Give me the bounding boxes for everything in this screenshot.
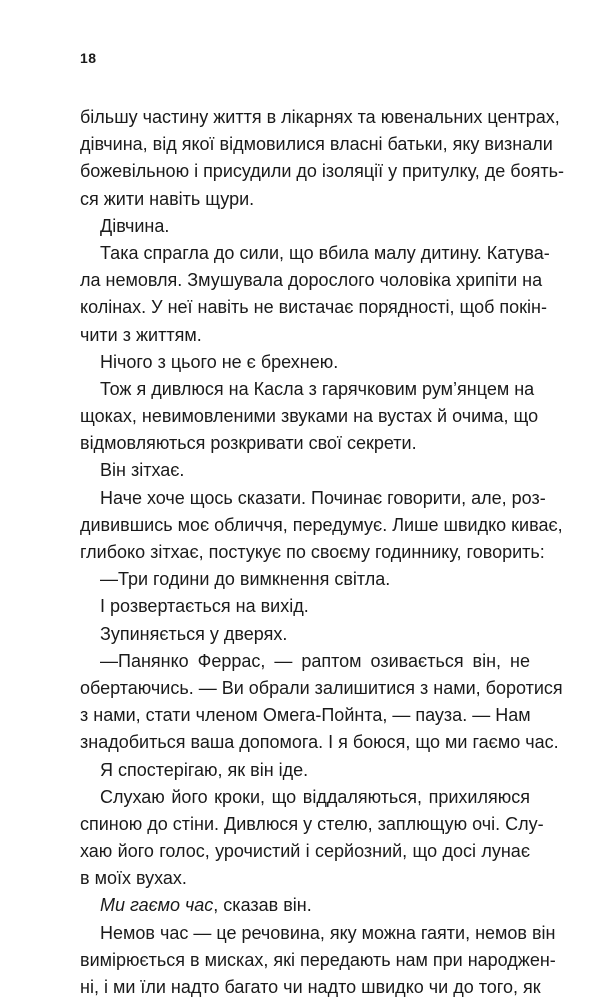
text-line — [80, 784, 530, 811]
text-line — [80, 757, 530, 784]
line-text: вимірюється в мисках, які передають нам при народжен- — [80, 949, 556, 970]
text-line — [80, 294, 547, 321]
text-line — [80, 539, 545, 566]
text-line — [80, 729, 559, 756]
line-text: в моїх вухах. — [80, 868, 187, 889]
text-line — [80, 920, 556, 947]
line-text: Така спрагла до сили, що вбила малу дитину. Катува- — [100, 242, 550, 263]
line-text: більшу частину життя в лікарнях та ювенальних центрах, — [80, 107, 560, 127]
text-line — [80, 349, 530, 376]
line-text: дівчина, від якої відмовилися власні батьки, яку визнали — [80, 134, 553, 155]
line-text: щоках, невимовленими звуками на вустах й очима, що — [80, 406, 539, 427]
line-text: Тож я дивлюся на Каслa з гарячковим рум’янцем на — [100, 378, 535, 399]
text-line — [80, 240, 550, 267]
line-text: відмовляються розкривати свої секрети. — [80, 433, 417, 454]
text-line — [80, 593, 530, 620]
text-line — [80, 457, 530, 484]
italic-phrase: Ми гаємо час — [100, 895, 214, 916]
text-line — [80, 267, 543, 294]
text-line — [80, 675, 563, 702]
text-line — [80, 131, 553, 158]
line-text: —Три години до вимкнення світла. — [100, 569, 391, 590]
line-text: глибоко зітхає, постукує по своєму годиннику, говорить: — [80, 542, 545, 562]
text-line — [80, 621, 530, 648]
line-text: І розвертається на вихід. — [100, 596, 309, 617]
line-text: з нами, стати членом Омега-Пойнта, — пауза. — Нам — [80, 705, 531, 726]
text-line — [80, 213, 530, 240]
line-text: ні, і ми їли надто багато чи надто швидко чи до того, як — [80, 977, 541, 997]
text-line — [80, 566, 530, 593]
text-line — [80, 838, 530, 865]
text-line — [80, 974, 541, 1001]
line-text: Наче хоче щось сказати. Починає говорити, але, роз- — [100, 487, 546, 508]
line-text: , сказав він. — [213, 895, 312, 916]
text-line — [80, 892, 530, 919]
line-text: Зупиняється у дверях. — [100, 623, 288, 644]
line-text: Нічого з цього не є брехнею. — [100, 351, 339, 372]
line-text: Він зітхає. — [100, 460, 185, 481]
text-line — [80, 865, 530, 892]
text-line — [80, 485, 546, 512]
body-text — [80, 104, 564, 1001]
line-text: знадобиться ваша допомога. І я боюся, що ми гаємо час. — [80, 732, 559, 753]
line-text: Немов час — це речовина, яку можна гаяти, немов він — [100, 922, 556, 943]
line-text: обертаючись. — Ви обрали залишитися з нами, боротися — [80, 677, 563, 698]
text-line — [80, 512, 563, 539]
text-line — [80, 430, 530, 457]
text-line — [80, 322, 530, 349]
text-line — [80, 158, 564, 185]
line-text: дивившись моє обличчя, передумує. Лише швидко киває, — [80, 514, 563, 535]
line-text: колінах. У неї навіть не вистачає порядності, щоб покін- — [80, 297, 547, 318]
text-line — [80, 403, 539, 430]
line-text: Я спостерігаю, як він іде. — [100, 759, 309, 780]
text-line — [80, 811, 544, 838]
page-number: 18 — [80, 50, 97, 66]
text-line — [80, 648, 530, 675]
line-text: —Панянко Феррас, — раптом озивається він, не — [100, 650, 530, 671]
text-line — [80, 702, 530, 729]
line-text: спиною до стіни. Дивлюся у стелю, заплющую очі. Слу- — [80, 813, 544, 834]
line-text: Слухаю його кроки, що віддаляються, прихиляюся — [100, 786, 530, 807]
line-text: божевільною і присудили до ізоляції у притулку, де боять- — [80, 161, 564, 182]
line-text: ла немовля. Змушувала дорослого чоловіка хрипіти на — [80, 270, 543, 291]
line-text: Дівчина. — [100, 215, 170, 236]
line-text: хаю його голос, урочистий і серйозний, що досі лунає — [80, 841, 530, 862]
text-line — [80, 104, 560, 131]
text-line — [80, 186, 530, 213]
text-line — [80, 947, 556, 974]
line-text: ся жити навіть щури. — [80, 188, 255, 209]
text-line — [80, 376, 535, 403]
line-text: чити з життям. — [80, 324, 202, 345]
